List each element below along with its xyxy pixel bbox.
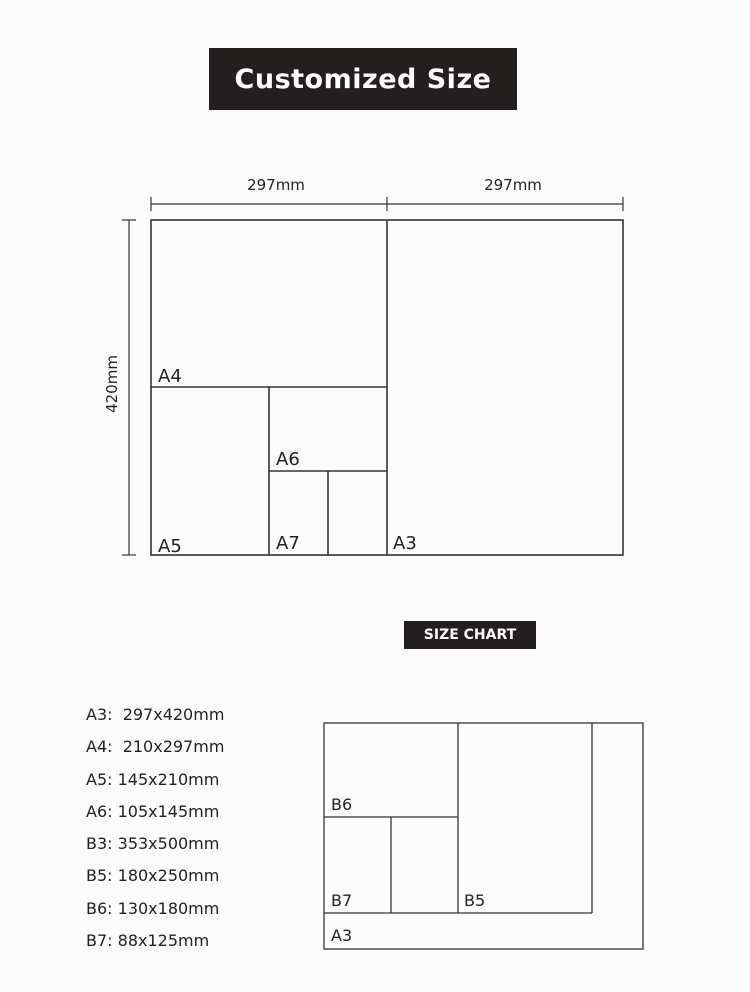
- width-dimension: [151, 197, 623, 211]
- size-spec-item: A4: 210x297mm: [86, 737, 225, 757]
- label-a6: A6: [276, 449, 300, 470]
- size-spec-list: [86, 702, 224, 960]
- size-spec-item: B3: 353x500mm: [86, 834, 220, 854]
- height-dimension: [122, 220, 136, 555]
- label-b-a3: A3: [331, 926, 353, 945]
- top-size-diagram: [151, 220, 623, 555]
- b-outer-sheet: [324, 723, 643, 949]
- bottom-size-diagram: [324, 723, 643, 949]
- height-label: 420mm: [103, 355, 121, 413]
- size-spec-item: B7: 88x125mm: [86, 931, 210, 951]
- width-label-left: 297mm: [247, 176, 305, 194]
- size-spec-item: A3: 297x420mm: [86, 705, 225, 724]
- label-a4: A4: [158, 366, 182, 387]
- size-spec-item: A5: 145x210mm: [86, 769, 220, 789]
- label-b5: B5: [464, 891, 486, 910]
- width-label-right: 297mm: [484, 176, 542, 194]
- label-b6: B6: [331, 795, 353, 814]
- size-spec-item: B5: 180x250mm: [86, 866, 220, 886]
- label-a5: A5: [158, 536, 182, 557]
- label-a3: A3: [393, 533, 417, 554]
- label-b7: B7: [331, 891, 353, 910]
- label-a7: A7: [276, 533, 300, 554]
- size-chart-badge: SIZE CHART: [404, 621, 536, 649]
- page-title: Customized Size: [209, 48, 517, 110]
- size-spec-item: A6: 105x145mm: [86, 801, 220, 821]
- size-spec-item: B6: 130x180mm: [86, 898, 220, 918]
